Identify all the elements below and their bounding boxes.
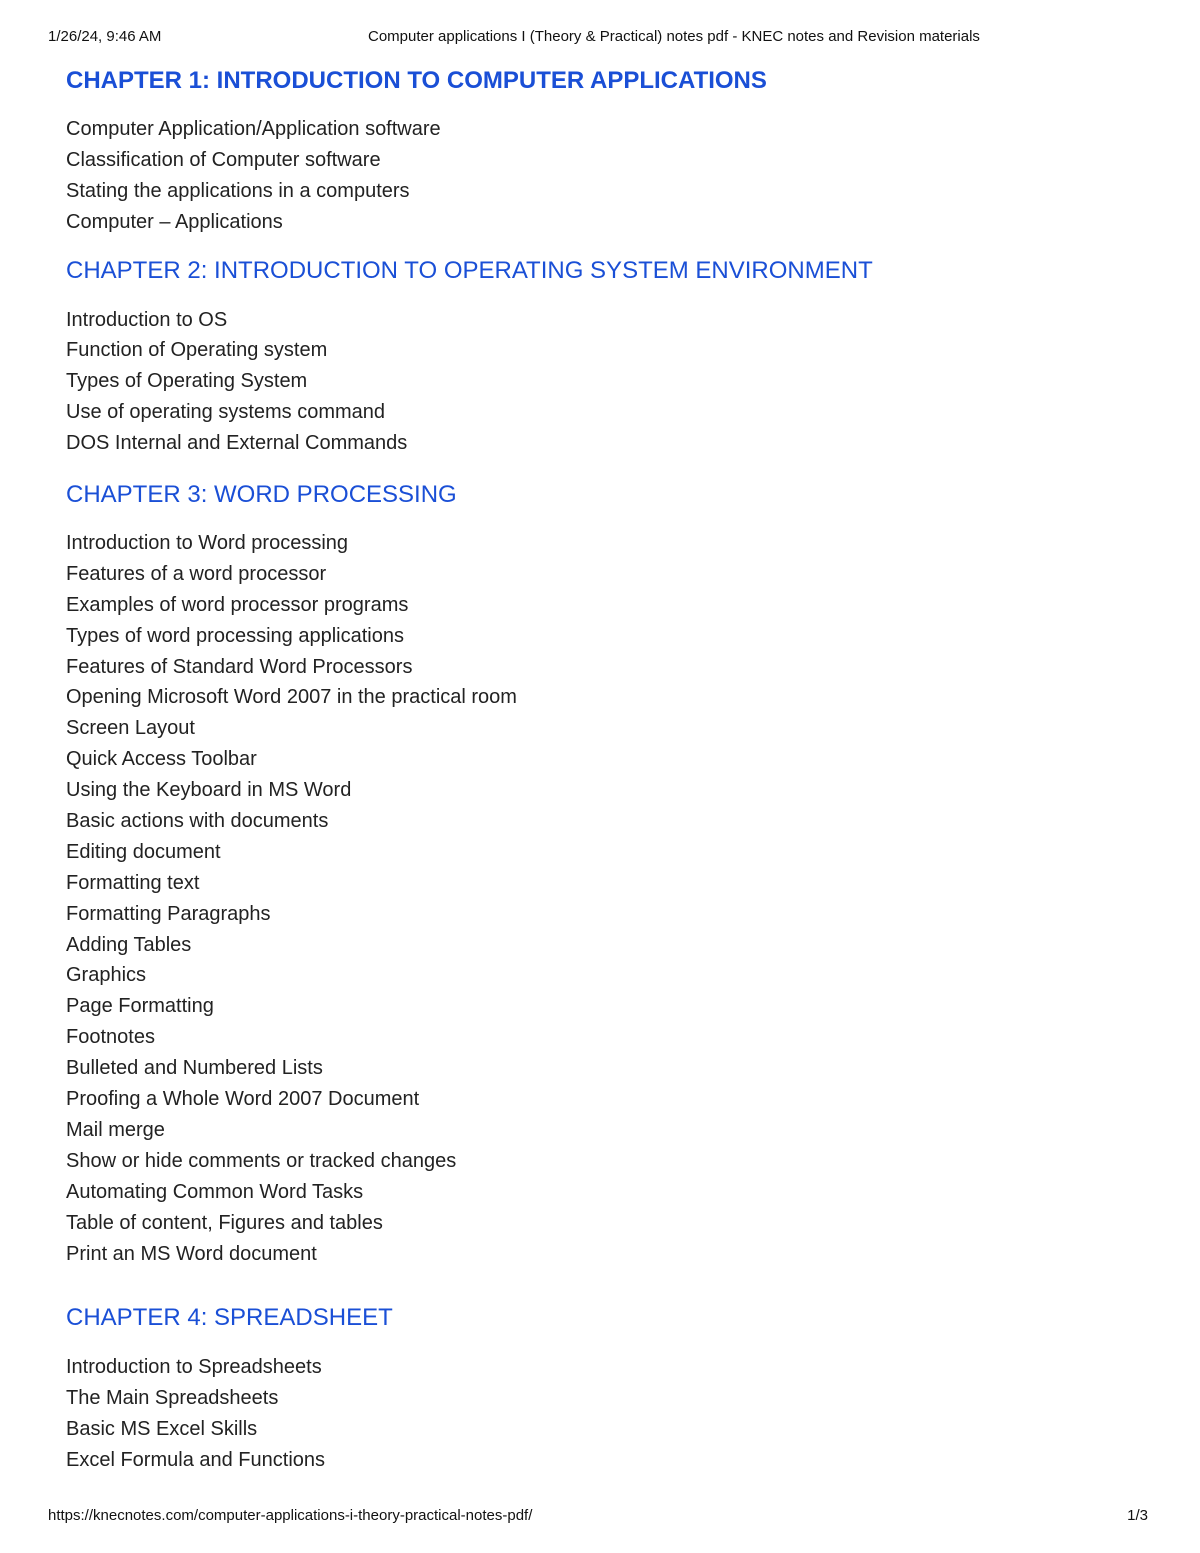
chapter-4-title: CHAPTER 4: SPREADSHEET — [66, 1304, 393, 1332]
topic-item: Excel Formula and Functions — [66, 1449, 326, 1472]
topic-item: Examples of word processor programs — [66, 593, 409, 616]
topic-item: Introduction to Word processing — [66, 532, 349, 555]
topic-item: Show or hide comments or tracked changes — [66, 1149, 457, 1172]
chapter-3-title: CHAPTER 3: WORD PROCESSING — [66, 481, 457, 509]
chapter-2-topics — [66, 305, 1140, 459]
topic-item: Formatting Paragraphs — [66, 902, 271, 925]
topic-item: Using the Keyboard in MS Word — [66, 779, 352, 802]
topic-item: Page Formatting — [66, 995, 214, 1018]
chapter-1-title: CHAPTER 1: INTRODUCTION TO COMPUTER APPLICATIONS — [66, 67, 767, 94]
topic-item: Use of operating systems command — [66, 401, 386, 424]
topic-item: DOS Internal and External Commands — [66, 432, 408, 455]
topic-item: Screen Layout — [66, 717, 195, 740]
topic-item: Introduction to OS — [66, 308, 228, 331]
topic-item: Classification of Computer software — [66, 148, 381, 171]
topic-item: Opening Microsoft Word 2007 in the practical room — [66, 686, 517, 709]
chapter-4 — [66, 1299, 1140, 1476]
topic-item: Computer – Applications — [66, 210, 283, 233]
topic-item: Mail merge — [66, 1118, 165, 1141]
topic-item: Basic MS Excel Skills — [66, 1418, 258, 1441]
topic-item: Stating the applications in a computers — [66, 179, 410, 202]
topic-item: Adding Tables — [66, 933, 192, 956]
topic-item: Types of word processing applications — [66, 624, 404, 647]
topic-item: Graphics — [66, 964, 147, 987]
chapter-2 — [66, 252, 1140, 459]
topic-item: Bulleted and Numbered Lists — [66, 1057, 323, 1080]
print-header — [48, 28, 1152, 48]
topic-item: The Main Spreadsheets — [66, 1387, 279, 1410]
topic-item: Basic actions with documents — [66, 810, 329, 833]
print-url: https://knecnotes.com/computer-applications-i-theory-practical-notes-pdf/ — [48, 1507, 533, 1524]
chapter-3-topics — [66, 528, 1140, 1269]
topic-item: Table of content, Figures and tables — [66, 1211, 383, 1234]
print-datetime: 1/26/24, 9:46 AM — [48, 28, 162, 45]
topic-item: Function of Operating system — [66, 339, 328, 362]
topic-item: Proofing a Whole Word 2007 Document — [66, 1088, 420, 1111]
page-number: 1/3 — [1127, 1507, 1148, 1524]
topic-item: Formatting text — [66, 871, 200, 894]
chapter-2-title: CHAPTER 2: INTRODUCTION TO OPERATING SYSTEM ENVIRONMENT — [66, 256, 873, 284]
topic-item: Features of a word processor — [66, 562, 327, 585]
print-document-title: Computer applications I (Theory & Practical) notes pdf - KNEC notes and Revision materials — [368, 28, 980, 45]
topic-item: Editing document — [66, 840, 221, 863]
print-footer — [48, 1507, 1148, 1527]
chapter-1 — [66, 62, 1140, 238]
topic-item: Footnotes — [66, 1026, 155, 1049]
topic-item: Introduction to Spreadsheets — [66, 1356, 322, 1379]
document-body — [66, 62, 1140, 1476]
chapter-3 — [66, 476, 1140, 1269]
topic-item: Print an MS Word document — [66, 1242, 317, 1265]
chapter-1-topics — [66, 114, 1140, 238]
topic-item: Features of Standard Word Processors — [66, 655, 413, 678]
chapter-4-topics — [66, 1352, 1140, 1476]
topic-item: Automating Common Word Tasks — [66, 1180, 364, 1203]
topic-item: Types of Operating System — [66, 370, 308, 393]
topic-item: Computer Application/Application software — [66, 118, 441, 140]
topic-item: Quick Access Toolbar — [66, 748, 257, 771]
